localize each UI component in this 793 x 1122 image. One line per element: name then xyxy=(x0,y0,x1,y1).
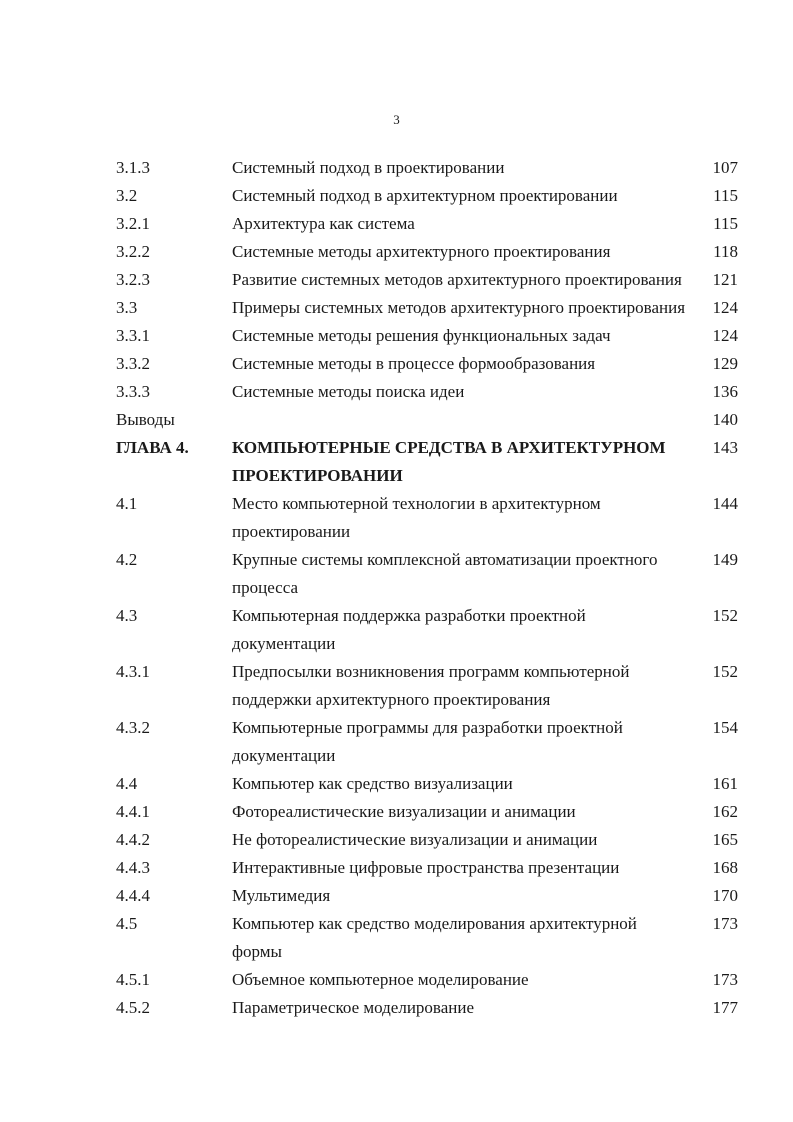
toc-row xyxy=(116,182,738,210)
toc-section-title: Компьютерная поддержка разработки проектной документации xyxy=(232,606,586,653)
toc-page-number: 124 xyxy=(712,326,738,345)
toc-section-number: 3.3.1 xyxy=(116,326,150,345)
toc-section-number: 3.2 xyxy=(116,186,138,205)
toc-page-number: 136 xyxy=(712,382,738,401)
toc-section-title: КОМПЬЮТЕРНЫЕ СРЕДСТВА В АРХИТЕКТУРНОМ ПРОЕКТИРОВАНИИ xyxy=(232,438,666,485)
toc-section-title: Компьютерные программы для разработки проектной документации xyxy=(232,718,623,765)
toc-row xyxy=(116,826,738,854)
toc-row xyxy=(116,322,738,350)
toc-row xyxy=(116,854,738,882)
toc-section-title: Фотореалистические визуализации и анимации xyxy=(232,802,576,821)
toc-page-number: 161 xyxy=(712,774,738,793)
toc-section-number: 4.5 xyxy=(116,914,138,933)
toc-section-number: 4.4.4 xyxy=(116,886,150,905)
toc-section-number: 3.3.2 xyxy=(116,354,150,373)
toc-section-title: Предпосылки возникновения программ компьютерной поддержки архитектурного проектирования xyxy=(232,662,630,709)
toc-section-number: 4.1 xyxy=(116,494,138,513)
toc-page-number: 129 xyxy=(712,354,738,373)
toc-section-title: Параметрическое моделирование xyxy=(232,998,475,1017)
toc-section-title: Архитектура как система xyxy=(232,214,415,233)
toc-page-number: 152 xyxy=(712,606,738,625)
page-number: 3 xyxy=(393,112,400,127)
toc-page-number: 118 xyxy=(713,242,738,261)
toc-page-number: 173 xyxy=(712,970,738,989)
toc-section-number: 3.2.1 xyxy=(116,214,150,233)
toc-row xyxy=(116,658,738,714)
toc-section-title: Крупные системы комплексной автоматизации проектного процесса xyxy=(232,550,658,597)
toc-section-title: Объемное компьютерное моделирование xyxy=(232,970,529,989)
toc-page-number: 177 xyxy=(712,998,738,1017)
toc-row xyxy=(116,966,738,994)
toc-section-title: Системный подход в архитектурном проектировании xyxy=(232,186,618,205)
toc-section-title: Системные методы архитектурного проектирования xyxy=(232,242,611,261)
toc-section-number: 4.3.2 xyxy=(116,718,150,737)
toc-section-number: 4.2 xyxy=(116,550,138,569)
toc-section-number: 4.4.1 xyxy=(116,802,150,821)
toc-row xyxy=(116,154,738,182)
toc-page-number: 124 xyxy=(712,298,738,317)
toc-page-number: 144 xyxy=(712,494,738,513)
toc-page-number: 170 xyxy=(712,886,738,905)
toc-section-title: Системные методы в процессе формообразования xyxy=(232,354,596,373)
toc-row xyxy=(116,602,738,658)
toc-chapter-row xyxy=(116,434,738,490)
toc-section-title: Системные методы решения функциональных задач xyxy=(232,326,611,345)
toc-section-number: 4.5.2 xyxy=(116,998,150,1017)
table-of-contents xyxy=(116,154,738,1022)
toc-row xyxy=(116,238,738,266)
toc-row xyxy=(116,798,738,826)
toc-row xyxy=(116,406,738,434)
toc-row xyxy=(116,714,738,770)
toc-section-title: Компьютер как средство визуализации xyxy=(232,774,513,793)
toc-section-number: 3.2.2 xyxy=(116,242,150,261)
toc-page-number: 173 xyxy=(712,914,738,933)
toc-page-number: 107 xyxy=(712,158,738,177)
toc-page-number: 168 xyxy=(712,858,738,877)
toc-row xyxy=(116,266,738,294)
toc-section-number: 4.3.1 xyxy=(116,662,150,681)
toc-row xyxy=(116,910,738,966)
toc-row xyxy=(116,770,738,798)
toc-page-number: 121 xyxy=(712,270,738,289)
toc-section-title: Мультимедия xyxy=(232,886,331,905)
toc-section-number: Выводы xyxy=(116,410,175,429)
toc-page-number: 152 xyxy=(712,662,738,681)
toc-section-title: Место компьютерной технологии в архитектурном проектировании xyxy=(232,494,601,541)
toc-row xyxy=(116,546,738,602)
toc-row xyxy=(116,490,738,546)
toc-section-number: 3.1.3 xyxy=(116,158,150,177)
toc-section-number: 4.4 xyxy=(116,774,138,793)
toc-row xyxy=(116,994,738,1022)
toc-section-title: Интерактивные цифровые пространства презентации xyxy=(232,858,620,877)
toc-row xyxy=(116,210,738,238)
toc-page-number: 143 xyxy=(712,438,738,457)
toc-page-number: 115 xyxy=(713,186,738,205)
toc-page-number: 140 xyxy=(712,410,738,429)
toc-page-number: 165 xyxy=(712,830,738,849)
toc-row xyxy=(116,350,738,378)
toc-section-number: 4.3 xyxy=(116,606,138,625)
toc-section-title: Не фотореалистические визуализации и анимации xyxy=(232,830,598,849)
toc-section-number: 4.4.2 xyxy=(116,830,150,849)
toc-section-title: Системные методы поиска идеи xyxy=(232,382,465,401)
toc-section-number: ГЛАВА 4. xyxy=(116,438,189,457)
toc-page-number: 162 xyxy=(712,802,738,821)
toc-section-number: 3.3 xyxy=(116,298,138,317)
toc-row xyxy=(116,882,738,910)
toc-page-number: 154 xyxy=(712,718,738,737)
toc-section-number: 3.3.3 xyxy=(116,382,150,401)
toc-row xyxy=(116,378,738,406)
toc-page-number: 115 xyxy=(713,214,738,233)
toc-page-number: 149 xyxy=(712,550,738,569)
toc-section-title: Развитие системных методов архитектурного проектирования xyxy=(232,270,682,289)
toc-section-title: Компьютер как средство моделирования архитектурной формы xyxy=(232,914,637,961)
toc-section-number: 3.2.3 xyxy=(116,270,150,289)
toc-section-number: 4.4.3 xyxy=(116,858,150,877)
toc-row xyxy=(116,294,738,322)
toc-section-number: 4.5.1 xyxy=(116,970,150,989)
toc-section-title: Примеры системных методов архитектурного проектирования xyxy=(232,298,686,317)
toc-section-title: Системный подход в проектировании xyxy=(232,158,505,177)
